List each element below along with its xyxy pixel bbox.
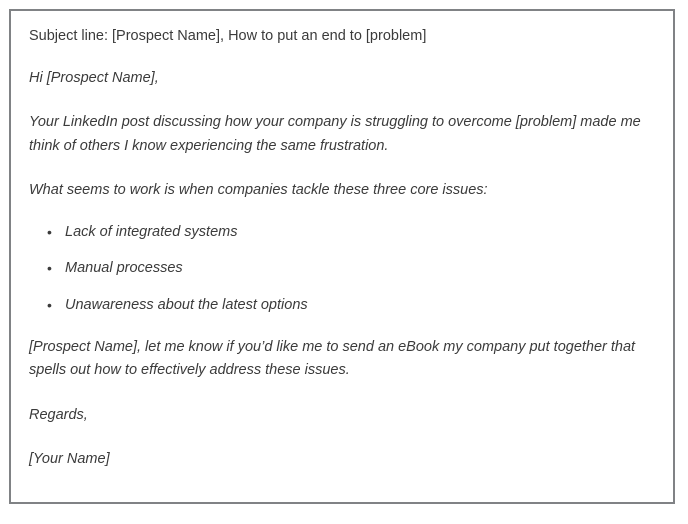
list-item: • Lack of integrated systems [65,222,655,244]
email-paragraph-3: [Prospect Name], let me know if you’d like me to send an eBook my company put together that spells out how to effectively address these issues. [29,338,636,379]
email-greeting: Hi [Prospect Name], [29,69,159,86]
email-signature: [Your Name] [29,451,110,468]
email-paragraph-2: What seems to work is when companies tackle these three core issues: [29,182,488,199]
email-subject-line: Subject line: [Prospect Name], How to put an end to [problem] [29,28,427,44]
email-bullet-list [29,222,655,317]
list-item: • Manual processes [65,258,655,280]
email-template-card [9,9,675,504]
email-signoff: Regards, [29,406,88,423]
list-item: • Unawareness about the latest options [65,295,655,317]
email-paragraph-1: Your LinkedIn post discussing how your company is struggling to overcome [problem] made me think of others I know experiencing the same frustration. [29,114,641,154]
